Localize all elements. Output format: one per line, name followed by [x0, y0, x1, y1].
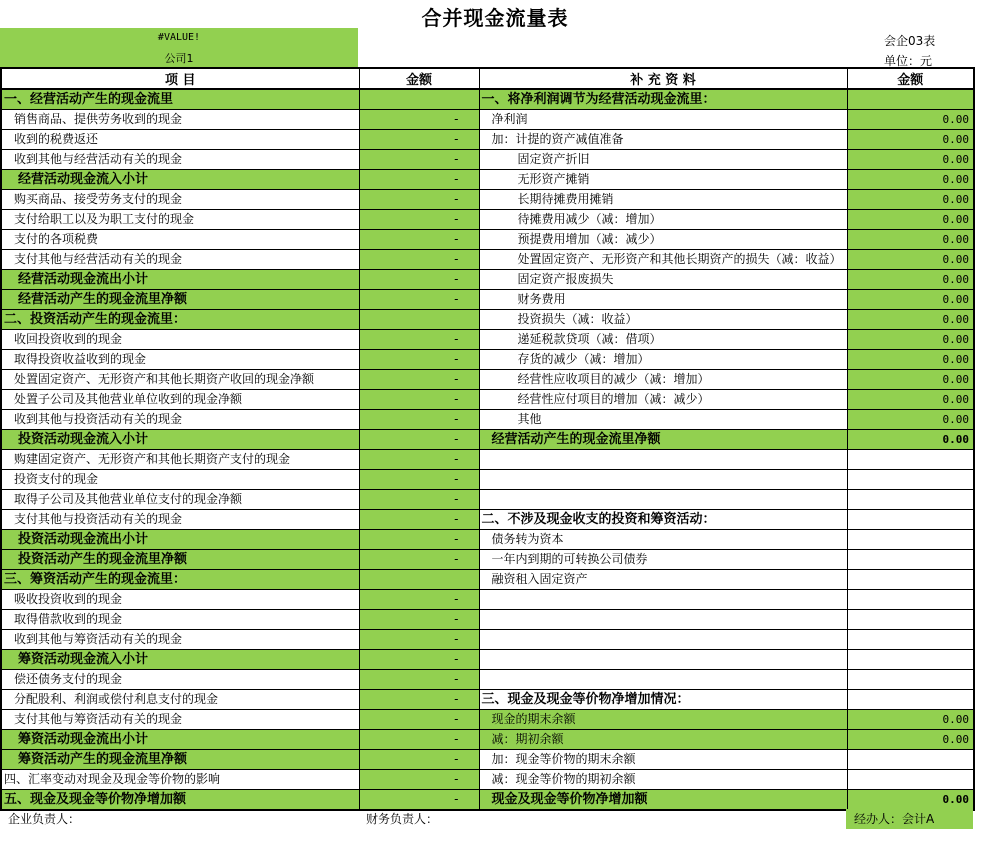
left-amount-cell[interactable]: -	[359, 330, 479, 350]
supplement-item-label[interactable]: 加：现金等价物的期末余额	[479, 750, 847, 770]
supplement-amount-cell[interactable]: 0.00	[847, 170, 974, 190]
supplement-amount-cell[interactable]	[847, 770, 974, 790]
left-item-label[interactable]: 分配股利、利润或偿付利息支付的现金	[1, 690, 359, 710]
supplement-item-label[interactable]: 现金及现金等价物净增加额	[479, 790, 847, 811]
left-amount-cell[interactable]: -	[359, 710, 479, 730]
supplement-item-label[interactable]: 融资租入固定资产	[479, 570, 847, 590]
supplement-item-label[interactable]: 经营活动产生的现金流里净额	[479, 430, 847, 450]
supplement-amount-cell[interactable]	[847, 610, 974, 630]
enterprise-head-label: 企业负责人：	[8, 812, 81, 826]
supplement-item-label[interactable]: 长期待摊费用摊销	[479, 190, 847, 210]
supplement-amount-cell[interactable]	[847, 590, 974, 610]
table-row	[1, 630, 974, 650]
supplement-item-label[interactable]: 存货的减少（减：增加）	[479, 350, 847, 370]
table-row	[1, 150, 974, 170]
supplement-item-label[interactable]: 待摊费用减少（减：增加）	[479, 210, 847, 230]
form-code: 会企03表	[884, 34, 936, 48]
supplement-item-label[interactable]	[479, 490, 847, 510]
table-row	[1, 110, 974, 130]
left-item-label[interactable]: 收回投资收到的现金	[1, 330, 359, 350]
left-item-label[interactable]: 取得借款收到的现金	[1, 610, 359, 630]
supplement-amount-cell[interactable]: 0.00	[847, 290, 974, 310]
left-amount-cell[interactable]: -	[359, 230, 479, 250]
supplement-item-label[interactable]: 经营性应付项目的增加（减：减少）	[479, 390, 847, 410]
supplement-item-label[interactable]: 一、将净利润调节为经营活动现金流里：	[479, 89, 847, 110]
supplement-amount-cell[interactable]: 0.00	[847, 110, 974, 130]
left-item-label[interactable]: 支付给职工以及为职工支付的现金	[1, 210, 359, 230]
table-row	[1, 750, 974, 770]
table-row	[1, 670, 974, 690]
table-row	[1, 390, 974, 410]
table-row	[1, 350, 974, 370]
table-row	[1, 650, 974, 670]
left-amount-cell[interactable]: -	[359, 450, 479, 470]
left-item-label[interactable]: 购买商品、接受劳务支付的现金	[1, 190, 359, 210]
left-amount-cell[interactable]: -	[359, 770, 479, 790]
left-item-label[interactable]: 投资活动产生的现金流里净额	[1, 550, 359, 570]
left-item-label[interactable]: 筹资活动产生的现金流里净额	[1, 750, 359, 770]
supplement-item-label[interactable]: 预提费用增加（减：减少）	[479, 230, 847, 250]
left-amount-cell[interactable]: -	[359, 430, 479, 450]
left-item-label[interactable]: 二、投资活动产生的现金流里：	[1, 310, 359, 330]
left-item-label[interactable]: 经营活动现金流入小计	[1, 170, 359, 190]
table-row	[1, 570, 974, 590]
supplement-amount-cell[interactable]: 0.00	[847, 430, 974, 450]
table-row	[1, 330, 974, 350]
supplement-item-label[interactable]: 一年内到期的可转换公司债券	[479, 550, 847, 570]
table-row	[1, 230, 974, 250]
left-item-label[interactable]: 收到其他与筹资活动有关的现金	[1, 630, 359, 650]
left-item-label[interactable]: 三、筹资活动产生的现金流里：	[1, 570, 359, 590]
supplement-amount-cell[interactable]	[847, 530, 974, 550]
supplement-item-label[interactable]: 投资损失（减：收益）	[479, 310, 847, 330]
supplement-amount-cell[interactable]	[847, 510, 974, 530]
left-item-label[interactable]: 支付其他与经营活动有关的现金	[1, 250, 359, 270]
left-amount-cell[interactable]: -	[359, 630, 479, 650]
supplement-amount-cell[interactable]: 0.00	[847, 190, 974, 210]
supplement-amount-cell[interactable]: 0.00	[847, 370, 974, 390]
left-item-label[interactable]: 一、经营活动产生的现金流里	[1, 89, 359, 110]
left-amount-cell[interactable]: -	[359, 550, 479, 570]
left-amount-cell[interactable]	[359, 570, 479, 590]
supplement-item-label[interactable]: 加：计提的资产减值准备	[479, 130, 847, 150]
left-item-label[interactable]: 支付其他与筹资活动有关的现金	[1, 710, 359, 730]
left-item-label[interactable]: 收到其他与投资活动有关的现金	[1, 410, 359, 430]
supplement-item-label[interactable]: 二、不涉及现金收支的投资和筹资活动：	[479, 510, 847, 530]
left-amount-cell[interactable]: -	[359, 790, 479, 811]
left-item-label[interactable]: 筹资活动现金流出小计	[1, 730, 359, 750]
left-amount-cell[interactable]: -	[359, 170, 479, 190]
table-row	[1, 690, 974, 710]
left-item-label[interactable]: 偿还债务支付的现金	[1, 670, 359, 690]
report-title: 合并现金流量表	[421, 6, 569, 30]
supplement-item-label[interactable]: 无形资产摊销	[479, 170, 847, 190]
supplement-item-label[interactable]: 固定资产折旧	[479, 150, 847, 170]
unit-label: 单位：元	[884, 54, 933, 68]
left-amount-cell[interactable]	[359, 310, 479, 330]
left-item-label[interactable]: 收到的税费返还	[1, 130, 359, 150]
left-item-label[interactable]: 筹资活动现金流入小计	[1, 650, 359, 670]
left-amount-cell[interactable]	[359, 89, 479, 110]
table-row	[1, 210, 974, 230]
supplement-item-label[interactable]	[479, 670, 847, 690]
table-row	[1, 250, 974, 270]
supplement-amount-cell[interactable]: 0.00	[847, 230, 974, 250]
supplement-amount-cell[interactable]: 0.00	[847, 150, 974, 170]
left-amount-cell[interactable]: -	[359, 730, 479, 750]
left-amount-cell[interactable]: -	[359, 690, 479, 710]
supplement-item-label[interactable]	[479, 590, 847, 610]
table-row	[1, 790, 974, 811]
supplement-amount-cell[interactable]	[847, 89, 974, 110]
left-item-label[interactable]: 取得子公司及其他营业单位支付的现金净额	[1, 490, 359, 510]
supplement-amount-cell[interactable]: 0.00	[847, 790, 974, 811]
table-row	[1, 170, 974, 190]
supplement-amount-cell[interactable]: 0.00	[847, 710, 974, 730]
left-item-label[interactable]: 购建固定资产、无形资产和其他长期资产支付的现金	[1, 450, 359, 470]
left-item-label[interactable]: 收到其他与经营活动有关的现金	[1, 150, 359, 170]
left-amount-cell[interactable]: -	[359, 490, 479, 510]
supplement-amount-cell[interactable]: 0.00	[847, 130, 974, 150]
left-amount-cell[interactable]: -	[359, 150, 479, 170]
supplement-item-label[interactable]: 经营性应收项目的减少（减：增加）	[479, 370, 847, 390]
left-item-label[interactable]: 支付的各项税费	[1, 230, 359, 250]
supplement-item-label[interactable]: 减：期初余额	[479, 730, 847, 750]
supplement-amount-cell[interactable]	[847, 470, 974, 490]
left-amount-cell[interactable]: -	[359, 470, 479, 490]
left-amount-cell[interactable]: -	[359, 650, 479, 670]
supplement-item-label[interactable]: 其他	[479, 410, 847, 430]
supplement-item-label[interactable]: 固定资产报废损失	[479, 270, 847, 290]
header-item: 项 目	[1, 68, 359, 89]
supplement-amount-cell[interactable]: 0.00	[847, 730, 974, 750]
left-amount-cell[interactable]: -	[359, 750, 479, 770]
table-row	[1, 530, 974, 550]
supplement-item-label[interactable]	[479, 630, 847, 650]
finance-head-label: 财务负责人：	[366, 812, 439, 826]
left-amount-cell[interactable]: -	[359, 670, 479, 690]
supplement-item-label[interactable]: 三、现金及现金等价物净增加情况：	[479, 690, 847, 710]
table-row	[1, 590, 974, 610]
table-row	[1, 430, 974, 450]
left-item-label[interactable]: 经营活动产生的现金流里净额	[1, 290, 359, 310]
left-item-label[interactable]: 投资活动现金流入小计	[1, 430, 359, 450]
supplement-amount-cell[interactable]: 0.00	[847, 330, 974, 350]
supplement-item-label[interactable]: 现金的期末余额	[479, 710, 847, 730]
left-item-label[interactable]: 取得投资收益收到的现金	[1, 350, 359, 370]
supplement-amount-cell[interactable]	[847, 670, 974, 690]
table-row	[1, 770, 974, 790]
left-item-label[interactable]: 支付其他与投资活动有关的现金	[1, 510, 359, 530]
handler-cell[interactable]: 经办人：会计A	[846, 809, 973, 829]
left-item-label[interactable]: 经营活动现金流出小计	[1, 270, 359, 290]
supplement-amount-cell[interactable]	[847, 490, 974, 510]
table-row	[1, 89, 974, 110]
table-row	[1, 130, 974, 150]
left-item-label[interactable]: 四、汇率变动对现金及现金等价物的影响	[1, 770, 359, 790]
left-amount-cell[interactable]: -	[359, 530, 479, 550]
supplement-amount-cell[interactable]: 0.00	[847, 350, 974, 370]
header-supplement-amount: 金额	[847, 68, 974, 89]
left-item-label[interactable]: 销售商品、提供劳务收到的现金	[1, 110, 359, 130]
table-row	[1, 610, 974, 630]
supplement-amount-cell[interactable]: 0.00	[847, 410, 974, 430]
company-cell[interactable]	[0, 28, 358, 67]
supplement-item-label[interactable]	[479, 450, 847, 470]
left-item-label[interactable]: 投资支付的现金	[1, 470, 359, 490]
table-row	[1, 550, 974, 570]
table-row	[1, 510, 974, 530]
table-row	[1, 270, 974, 290]
supplement-amount-cell[interactable]: 0.00	[847, 250, 974, 270]
left-amount-cell[interactable]: -	[359, 190, 479, 210]
table-row	[1, 190, 974, 210]
supplement-amount-cell[interactable]: 0.00	[847, 210, 974, 230]
supplement-amount-cell[interactable]	[847, 550, 974, 570]
supplement-item-label[interactable]: 财务费用	[479, 290, 847, 310]
left-amount-cell[interactable]: -	[359, 610, 479, 630]
table-row	[1, 310, 974, 330]
supplement-item-label[interactable]: 递延税款贷项（减：借项）	[479, 330, 847, 350]
left-amount-cell[interactable]: -	[359, 270, 479, 290]
supplement-item-label[interactable]: 债务转为资本	[479, 530, 847, 550]
left-item-label[interactable]: 处置固定资产、无形资产和其他长期资产收回的现金净额	[1, 370, 359, 390]
supplement-amount-cell[interactable]: 0.00	[847, 270, 974, 290]
left-amount-cell[interactable]: -	[359, 510, 479, 530]
error-value: #VALUE!	[157, 32, 201, 43]
left-amount-cell[interactable]: -	[359, 110, 479, 130]
supplement-item-label[interactable]	[479, 470, 847, 490]
supplement-amount-cell[interactable]	[847, 750, 974, 770]
header-row	[1, 68, 974, 89]
left-amount-cell[interactable]: -	[359, 290, 479, 310]
left-amount-cell[interactable]: -	[359, 370, 479, 390]
supplement-item-label[interactable]	[479, 610, 847, 630]
left-amount-cell[interactable]: -	[359, 390, 479, 410]
supplement-item-label[interactable]: 处置固定资产、无形资产和其他长期资产的损失（减：收益）	[479, 250, 847, 270]
table-row	[1, 410, 974, 430]
table-row	[1, 470, 974, 490]
supplement-item-label[interactable]	[479, 650, 847, 670]
header-amount: 金额	[359, 68, 479, 89]
left-amount-cell[interactable]: -	[359, 210, 479, 230]
company-name: 公司1	[164, 52, 194, 65]
table-row	[1, 710, 974, 730]
table-row	[1, 290, 974, 310]
table-row	[1, 490, 974, 510]
supplement-amount-cell[interactable]	[847, 650, 974, 670]
supplement-amount-cell[interactable]	[847, 450, 974, 470]
left-item-label[interactable]: 投资活动现金流出小计	[1, 530, 359, 550]
cash-flow-table	[0, 67, 975, 811]
supplement-amount-cell[interactable]	[847, 570, 974, 590]
left-item-label[interactable]: 吸收投资收到的现金	[1, 590, 359, 610]
left-amount-cell[interactable]: -	[359, 350, 479, 370]
supplement-item-label[interactable]: 净利润	[479, 110, 847, 130]
table-row	[1, 370, 974, 390]
header-supplement: 补 充 资 料	[479, 68, 847, 89]
supplement-amount-cell[interactable]	[847, 630, 974, 650]
left-amount-cell[interactable]: -	[359, 590, 479, 610]
left-amount-cell[interactable]: -	[359, 410, 479, 430]
left-item-label[interactable]: 五、现金及现金等价物净增加额	[1, 790, 359, 811]
supplement-amount-cell[interactable]: 0.00	[847, 310, 974, 330]
supplement-amount-cell[interactable]: 0.00	[847, 390, 974, 410]
table-row	[1, 450, 974, 470]
supplement-item-label[interactable]: 减：现金等价物的期初余额	[479, 770, 847, 790]
table-row	[1, 730, 974, 750]
left-amount-cell[interactable]: -	[359, 250, 479, 270]
left-amount-cell[interactable]: -	[359, 130, 479, 150]
supplement-amount-cell[interactable]	[847, 690, 974, 710]
left-item-label[interactable]: 处置子公司及其他营业单位收到的现金净额	[1, 390, 359, 410]
